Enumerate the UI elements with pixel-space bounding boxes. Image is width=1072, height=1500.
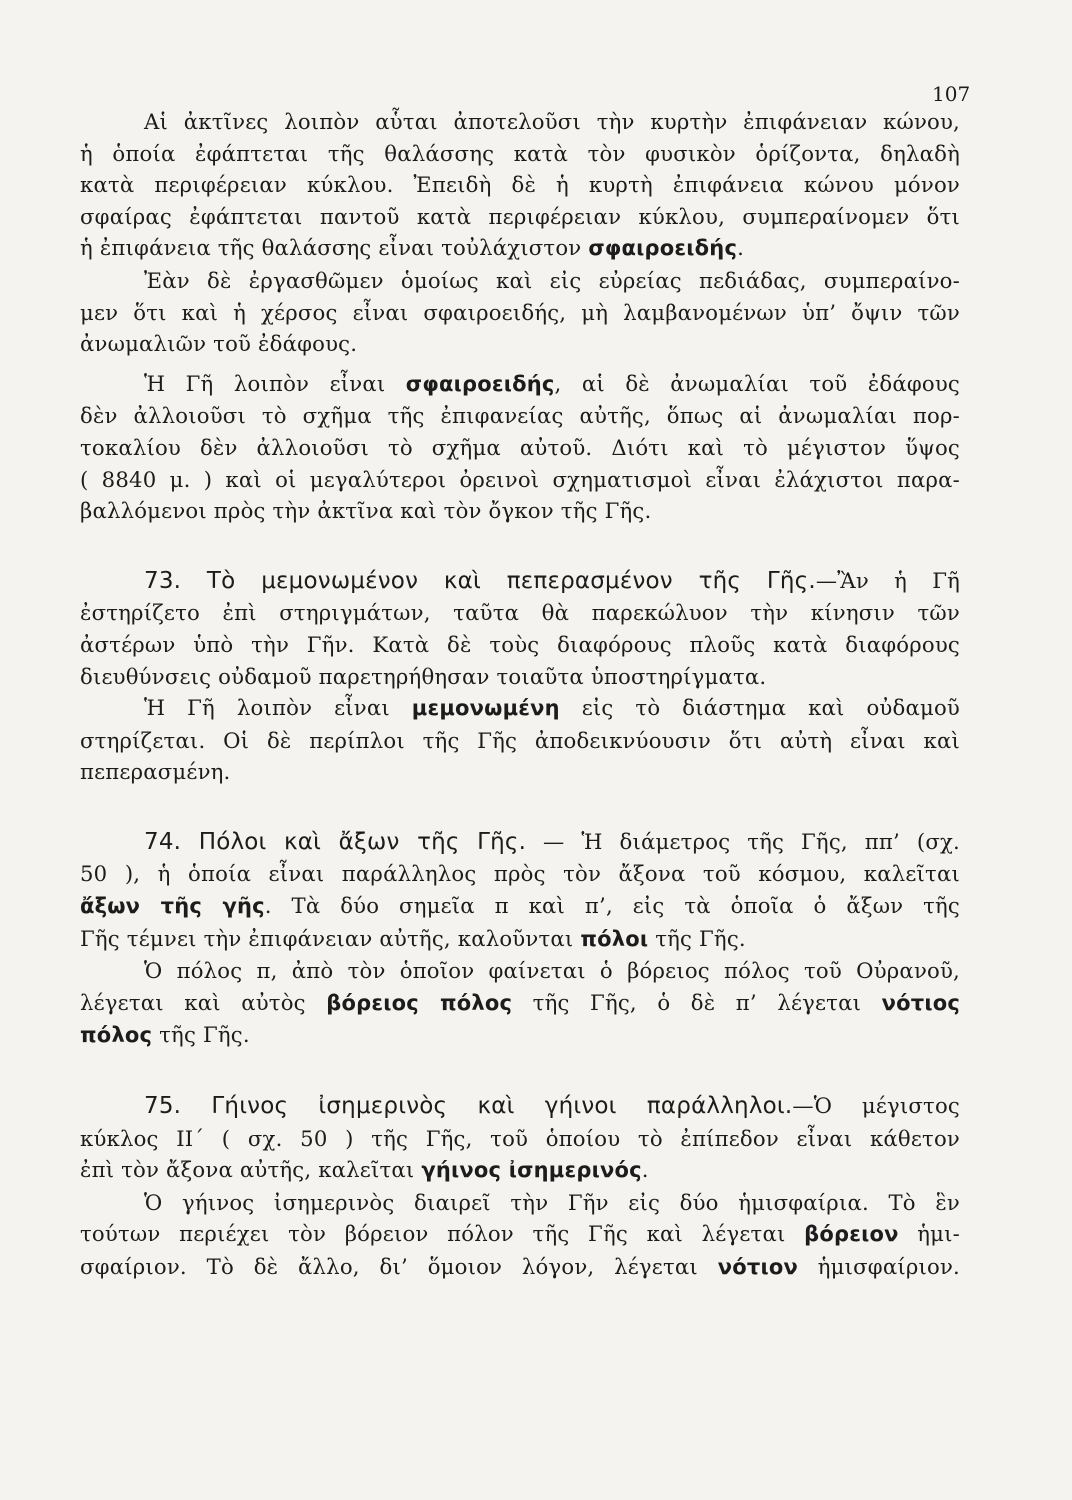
text-line: Ἡ Γῆ λοιπὸν εἶναι σφαιροειδής, αἱ δὲ ἀνωμαλίαι τοῦ ἐδάφους	[144, 370, 960, 396]
section-75: 75. Γήινος ἰσημερινὸς καὶ γήινοι παράλληλοι.—Ὁ μέγιστος	[144, 1093, 960, 1120]
text-line: πόλος τῆς Γῆς.	[80, 1022, 250, 1048]
text-line: ἡ ἐπιφάνεια τῆς θαλάσσης εἶναι τοὐλάχιστον σφαιροειδής.	[80, 235, 745, 261]
bold-term: μεμονωμένη	[411, 696, 560, 721]
text-line: κατὰ περιφέρειαν κύκλου. Ἐπειδὴ δὲ ἡ κυρτὴ ἐπιφάνεια κώνου μόνον	[80, 172, 960, 198]
text-line: ( 8840 μ. ) καὶ οἱ μεγαλύτεροι ὀρεινοὶ σχηματισμοὶ εἶναι ἐλάχιστοι παρα-	[80, 466, 960, 492]
section-heading: 74. Πόλοι καὶ ἄξων τῆς Γῆς.	[144, 828, 527, 855]
text-line: τούτων περιέχει τὸν βόρειον πόλον τῆς Γῆς καὶ λέγεται βόρειον ἡμι-	[80, 1221, 961, 1247]
section-73: 73. Τὸ μεμονωμένον καὶ πεπερασμένον τῆς Γῆς.—Ἂν ἡ Γῆ	[144, 567, 960, 594]
section-74: 74. Πόλοι καὶ ἄξων τῆς Γῆς. — Ἡ διάμετρος τῆς Γῆς, ππ’ (σχ.	[144, 828, 960, 855]
text-line: Ἡ Γῆ λοιπὸν εἶναι μεμονωμένη εἰς τὸ διάστημα καὶ οὐδαμοῦ	[144, 695, 960, 721]
section-heading: 75. Γήινος ἰσημερινὸς καὶ γήινοι παράλληλοι.	[144, 1093, 793, 1120]
text-line: Γῆς τέμνει τὴν ἐπιφάνειαν αὐτῆς, καλοῦνται πόλοι τῆς Γῆς.	[80, 925, 746, 951]
page-body	[80, 106, 960, 1284]
text-line: λέγεται καὶ αὐτὸς βόρειος πόλος τῆς Γῆς, ὁ δὲ π’ λέγεται νότιος	[80, 989, 961, 1015]
text-line: στηρίζεται. Οἱ δὲ περίπλοι τῆς Γῆς ἀποδεικνύουσιν ὅτι αὐτὴ εἶναι καὶ	[80, 727, 960, 753]
bold-term: βόρειος πόλος	[326, 990, 513, 1015]
text-line: σφαίριον. Τὸ δὲ ἄλλο, δι’ ὅμοιον λόγον, λέγεται νότιον ἡμισφαίριον.	[80, 1254, 960, 1279]
bold-term: σφαιροειδής	[588, 236, 738, 261]
text-line: δὲν ἀλλοιοῦσι τὸ σχῆμα τῆς ἐπιφανείας αὐτῆς, ὅπως αἱ ἀνωμαλίαι πορ-	[80, 403, 960, 429]
section-heading: 73. Τὸ μεμονωμένον καὶ πεπερασμένον τῆς Γῆς.	[144, 567, 816, 594]
text-line: Ὁ πόλος π, ἀπὸ τὸν ὁποῖον φαίνεται ὁ βόρειος πόλος τοῦ Οὐρανοῦ,	[144, 958, 960, 984]
text-line: μεν ὅτι καὶ ἡ χέρσος εἶναι σφαιροειδής, μὴ λαμβανομένων ὑπ’ ὄψιν τῶν	[80, 299, 960, 325]
text-line: τοκαλίου δὲν ἀλλοιοῦσι τὸ σχῆμα αὐτοῦ. Διότι καὶ τὸ μέγιστον ὕψος	[80, 434, 960, 460]
text-line: ἀστέρων ὑπὸ τὴν Γῆν. Κατὰ δὲ τοὺς διαφόρους πλοῦς κατὰ διαφόρους	[80, 631, 960, 657]
bold-term: βόρειον	[804, 1222, 899, 1247]
bold-term: γήινος ἰσημερινός	[421, 1158, 642, 1183]
bold-term: πόλοι	[580, 926, 649, 951]
text-line: 50 ), ἡ ὁποία εἶναι παράλληλος πρὸς τὸν ἄξονα τοῦ κόσμου, καλεῖται	[80, 861, 960, 887]
bold-term: νότιος	[881, 990, 961, 1015]
text-line: διευθύνσεις οὐδαμοῦ παρετηρήθησαν τοιαῦτα ὑποστηρίγματα.	[80, 663, 767, 689]
bold-term: νότιον	[717, 1255, 798, 1279]
page-number: 107	[932, 82, 971, 106]
text-line: ἐστηρίζετο ἐπὶ στηριγμάτων, ταῦτα θὰ παρεκώλυον τὴν κίνησιν τῶν	[80, 600, 960, 626]
text-line: ἄξων τῆς γῆς. Τὰ δύο σημεῖα π καὶ π’, εἰς τὰ ὁποῖα ὁ ἄξων τῆς	[80, 893, 960, 919]
text-line: Ὁ γήινος ἰσημερινὸς διαιρεῖ τὴν Γῆν εἰς δύο ἡμισφαίρια. Τὸ ἓν	[144, 1189, 960, 1215]
text-line: βαλλόμενοι πρὸς τὴν ἀκτῖνα καὶ τὸν ὄγκον τῆς Γῆς.	[80, 498, 652, 524]
text-line: κύκλος ΙΙ΄ ( σχ. 50 ) τῆς Γῆς, τοῦ ὁποίου τὸ ἐπίπεδον εἶναι κάθετον	[80, 1125, 960, 1151]
text-line: ἀνωμαλιῶν τοῦ ἐδάφους.	[80, 331, 358, 357]
text-line: Ἐὰν δὲ ἐργασθῶμεν ὁμοίως καὶ εἰς εὐρείας πεδιάδας, συμπεραίνο-	[144, 267, 960, 293]
text-line: σφαίρας ἐφάπτεται παντοῦ κατὰ περιφέρειαν κύκλου, συμπεραίνομεν ὅτι	[80, 203, 960, 229]
bold-term: ἄξων τῆς γῆς	[80, 894, 265, 919]
bold-term: σφαιροειδής	[405, 371, 555, 396]
text-line: πεπερασμένη.	[80, 759, 231, 785]
bold-term: πόλος	[80, 1023, 153, 1048]
text-line: ἡ ὁποία ἐφάπτεται τῆς θαλάσσης κατὰ τὸν φυσικὸν ὁρίζοντα, δηλαδὴ	[80, 140, 960, 166]
text-line: ἐπὶ τὸν ἄξονα αὐτῆς, καλεῖται γήινος ἰσημερινός.	[80, 1157, 649, 1183]
text-line: Αἱ ἀκτῖνες λοιπὸν αὗται ἀποτελοῦσι τὴν κυρτὴν ἐπιφάνειαν κώνου,	[144, 109, 960, 134]
